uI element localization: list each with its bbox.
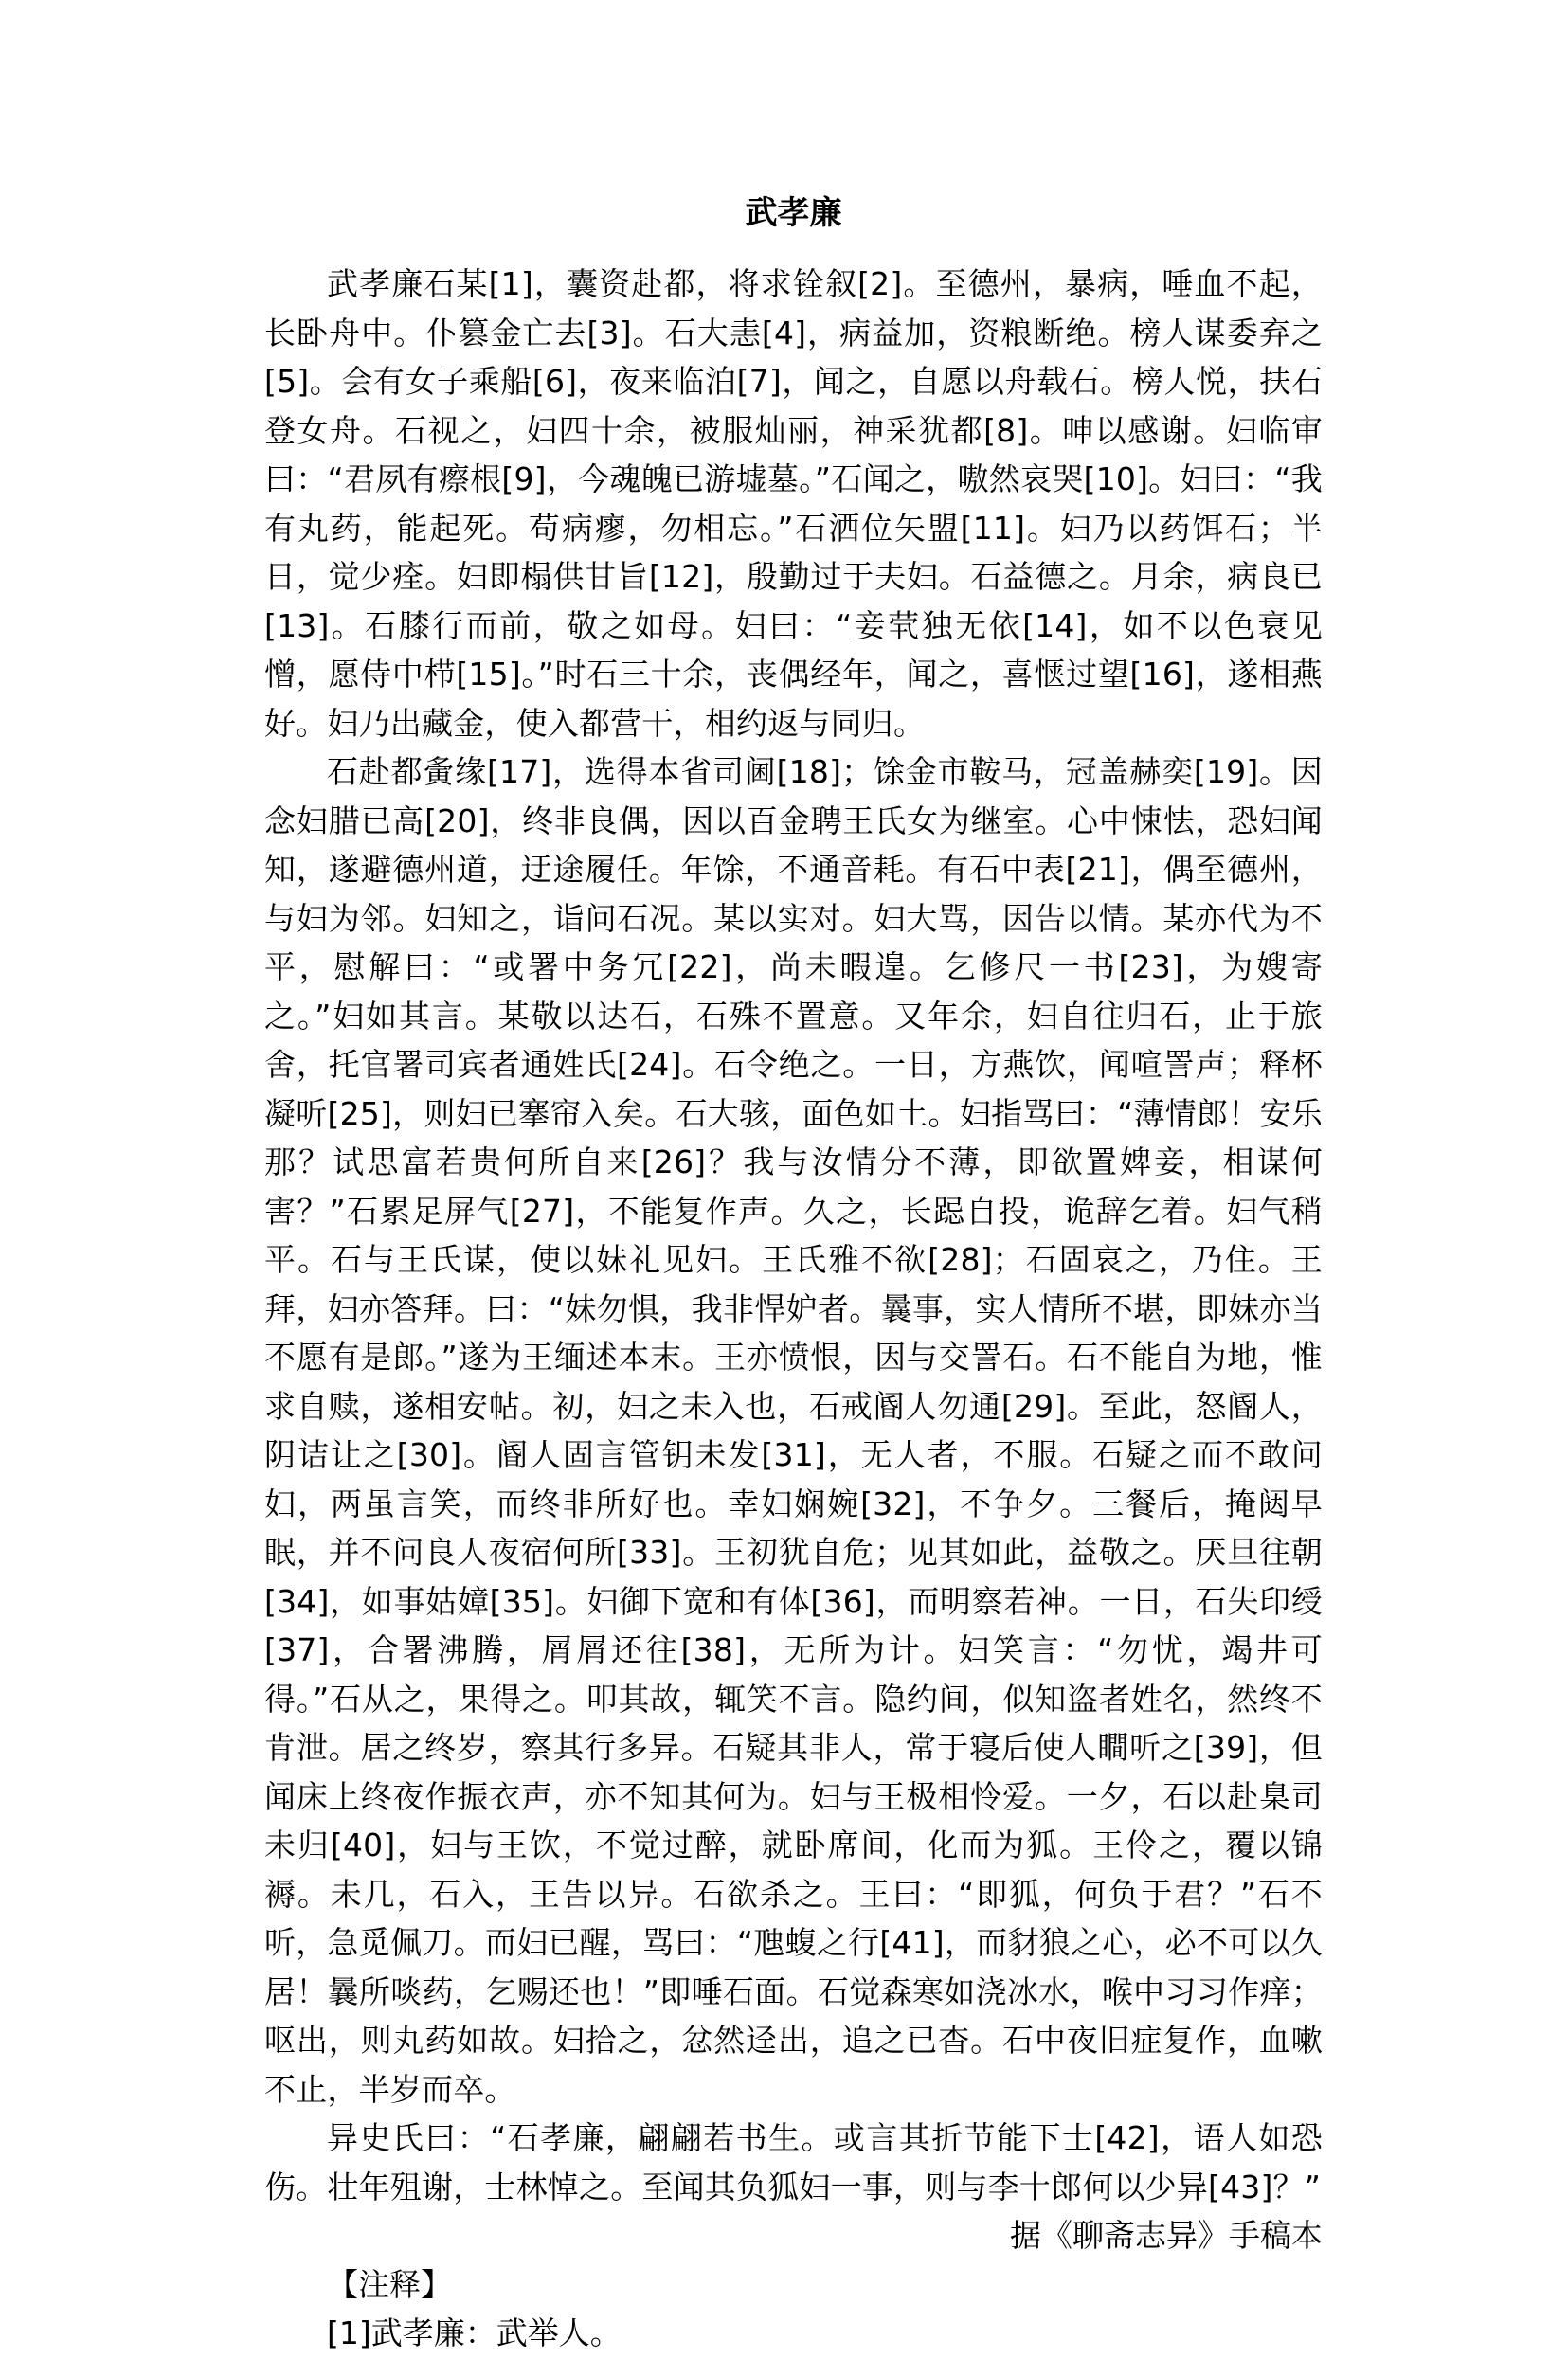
commentary-paragraph: 异史氏曰：“石孝廉，翩翩若书生。或言其折节能下士[42]，语人如恐伤。壮年殂谢，士林悼之。至闻其负狐妇一事，则与李十郎何以少异[43]？” [264,2119,1323,2205]
notes-heading: 【注释】 [327,2265,452,2303]
source-citation: 据《聊斋志异》手稿本 [1010,2217,1323,2254]
document-page [264,189,1323,2358]
note-item: [1]武孝廉：武举人。 [327,2314,622,2351]
document-title: 武孝廉 [745,194,842,232]
body-paragraph-1: 武孝廉石某[1]，囊资赴都，将求铨叙[2]。至德州，暴病，唾血不起，长卧舟中。仆篡金亡去[3]。石大恚[4]，病益加，资粮断绝。榜人谋委弃之[5]。会有女子乘船[6]，夜来临泊[7]，闻之，自愿以舟载石。榜人悦，扶石登女舟。石视之，妇四十余，被服灿丽，神采犹都[8]。呻以感谢。妇临审曰：“君夙有瘵根[9]，今魂魄已游墟墓。”石闻之，嗷然哀哭[10]。妇曰：“我有丸药，能起死。苟病瘳，勿相忘。”石洒位矢盟[11]。妇乃以药饵石；半日，觉少痊。妇即榻供甘旨[12]，殷勤过于夫妇。石益德之。月余，病良已[13]。石膝行而前，敬之如母。妇曰：“妾茕独无依[14]，如不以色衰见憎，愿侍中栉[15]。”时石三十余，丧偶经年，闻之，喜惬过望[16]，遂相燕好。妇乃出藏金，使入都营干，相约返与同归。 [264,265,1323,742]
body-paragraph-2: 石赴都夤缘[17]，选得本省司阃[18]；馀金市鞍马，冠盖赫奕[19]。因念妇腊已高[20]，终非良偶，因以百金聘王氏女为继室。心中悚怯，恐妇闻知，遂避德州道，迂途履任。年馀，不通音耗。有石中表[21]，偶至德州，与妇为邻。妇知之，诣问石况。某以实对。妇大骂，因告以情。某亦代为不平，慰解曰：“或署中务冗[22]，尚未暇遑。乞修尺一书[23]，为嫂寄之。”妇如其言。某敬以达石，石殊不置意。又年余，妇自往归石，止于旅舍，托官署司宾者通姓氏[24]。石令绝之。一日，方燕饮，闻喧詈声；释杯凝听[25]，则妇已搴帘入矣。石大骇，面色如土。妇指骂曰：“薄情郎！安乐那？试思富若贵何所自来[26]？我与汝情分不薄，即欲置婢妾，相谋何害？”石累足屏气[27]，不能复作声。久之，长跽自投，诡辞乞着。妇气稍平。石与王氏谋，使以妹礼见妇。王氏雅不欲[28]；石固哀之，乃住。王拜，妇亦答拜。曰：“妹勿惧，我非悍妒者。曩事，实人情所不堪，即妹亦当不愿有是郎。”遂为王缅述本末。王亦愤恨，因与交詈石。石不能自为地，惟求自赎，遂相安帖。初，妇之未入也，石戒阍人勿通[29]。至此，怒阍人，阴诘让之[30]。阍人固言管钥未发[31]，无人者，不服。石疑之而不敢问妇，两虽言笑，而终非所好也。幸妇娴婉[32]，不争夕。三餐后，掩闼早眠，并不问良人夜宿何所[33]。王初犹自危；见其如此，益敬之。厌旦往朝[34]，如事姑嫜[35]。妇御下宽和有体[36]，而明察若神。一日，石失印绶[37]，合署沸腾，屑屑还往[38]，无所为计。妇笑言：“勿忧，竭井可得。”石从之，果得之。叩其故，辄笑不言。隐约间，似知盗者姓名，然终不肯泄。居之终岁，察其行多异。石疑其非人，常于寝后使人瞷听之[39]，但闻床上终夜作振衣声，亦不知其何为。妇与王极相怜爱。一夕，石以赴臬司未归[40]，妇与王饮，不觉过醉，就卧席间，化而为狐。王伶之，覆以锦褥。未几，石入，王告以异。石欲杀之。王曰：“即狐，何负于君？”石不听，急觅佩刀。而妇已醒，骂曰：“虺蝮之行[41]，而豺狼之心，必不可以久居！曩所啖药，乞赐还也！”即唾石面。石觉森寒如浇冰水，喉中习习作痒；呕出，则丸药如故。妇拾之，忿然迳出，追之已杳。石中夜旧症复作，血嗽不止，半岁而卒。 [264,753,1323,2108]
